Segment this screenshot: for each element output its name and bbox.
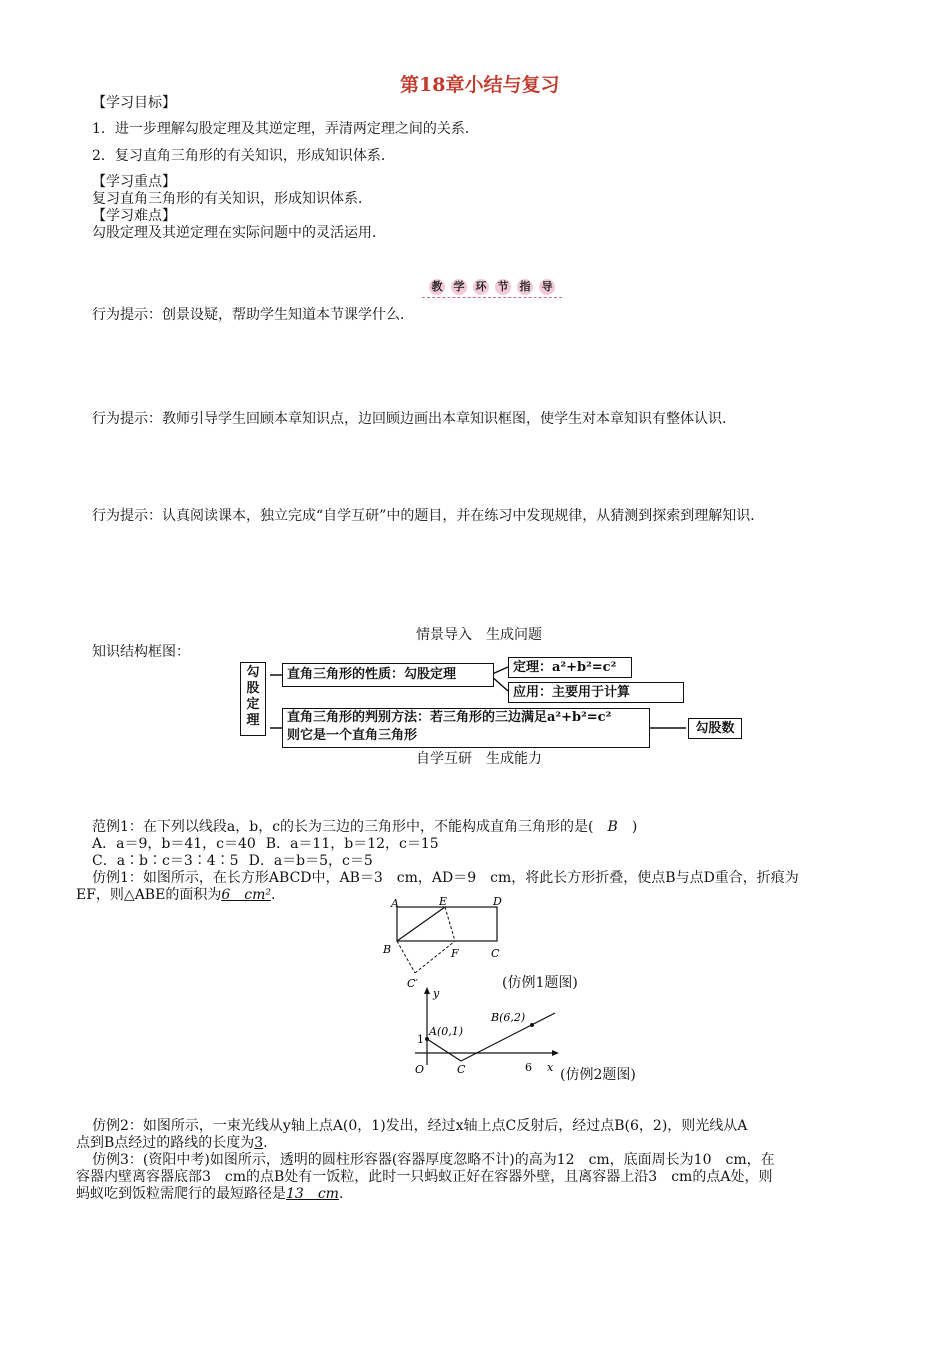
teaching-guide-badge xyxy=(422,277,562,298)
imitation3-line3 xyxy=(76,1183,343,1203)
key-points-heading: 【学习重点】 xyxy=(92,174,176,190)
fig2-label: B(6,2) xyxy=(491,1011,526,1024)
option-c: C．a∶b∶c＝3∶4∶5 xyxy=(92,853,239,869)
example1-close: ) xyxy=(617,819,638,835)
fig2-label: O xyxy=(415,1063,425,1076)
figure1-caption: (仿例1题图) xyxy=(502,975,578,991)
hint-text: 行为提示：认真阅读课本，独立完成“自学互研”中的题目，并在练习中发现规律，从猜测到探索到理解知识． xyxy=(92,508,765,524)
difficulties-heading: 【学习难点】 xyxy=(92,208,176,224)
imitation2-suffix: ． xyxy=(263,1135,278,1151)
imitation3-answer: 13 cm xyxy=(286,1186,339,1202)
fig1-label: F xyxy=(451,947,459,960)
badge-char: 节 xyxy=(495,279,511,295)
imitation3-suffix: . xyxy=(338,1186,344,1202)
framework-criterion-line1: 直角三角形的判别方法：若三角形的三边满足a²+b²=c² xyxy=(287,710,612,725)
imitation2-prefix: 点到B点经过的路线的长度为 xyxy=(76,1135,255,1151)
imitation1-line1: 仿例1：如图所示，在长方形ABCD中，AB＝3 cm，AD＝9 cm，将此长方形折叠，使点B与点D重合，折痕为 xyxy=(92,870,799,886)
figure2-reflection xyxy=(405,985,565,1080)
imitation3-prefix: 蚂蚁吃到饭粒需爬行的最短路径是 xyxy=(76,1186,286,1202)
section-heading: 自学互研 生成能力 xyxy=(416,751,542,767)
framework-property: 直角三角形的性质：勾股定理 xyxy=(282,663,494,687)
fig2-label: 1 xyxy=(417,1033,424,1046)
framework-root: 勾股定理 xyxy=(240,662,266,736)
imitation2-answer: 3 xyxy=(254,1135,264,1151)
objective-item: 2．复习直角三角形的有关知识，形成知识体系． xyxy=(92,148,395,164)
framework-criterion-line2: 则它是一个直角三角形 xyxy=(287,728,418,743)
difficulties-text: 勾股定理及其逆定理在实际问题中的灵活运用． xyxy=(92,225,386,241)
framework-pythagorean-numbers: 勾股数 xyxy=(688,718,742,739)
section-heading: 情景导入 生成问题 xyxy=(416,627,542,643)
fig1-label: A xyxy=(391,897,399,910)
fig1-label: C′ xyxy=(407,977,418,990)
imitation1-suffix: . xyxy=(270,887,276,903)
objective-item: 1．进一步理解勾股定理及其逆定理，弄清两定理之间的关系． xyxy=(92,121,479,137)
framework-theorem: 定理：a²+b²=c² xyxy=(508,657,632,678)
fig2-label: 6 xyxy=(525,1061,532,1074)
imitation2-line1: 仿例2：如图所示，一束光线从y轴上点A(0，1)发出，经过x轴上点C反射后，经过点B(6，2)，则光线从A xyxy=(92,1118,748,1134)
imitation3-line1: 仿例3：(资阳中考)如图所示，透明的圆柱形容器(容器厚度忽略不计)的高为12 cm，底面周长为10 cm，在 xyxy=(92,1152,775,1168)
fig2-label: x xyxy=(547,1061,554,1074)
page-title: 第18章小结与复习 xyxy=(400,74,560,96)
hint-text: 行为提示：教师引导学生回顾本章知识点，边回顾边画出本章知识框图，使学生对本章知识有整体认识． xyxy=(92,411,736,427)
imitation1-prefix: EF，则△ABE的面积为 xyxy=(76,887,222,903)
badge-char: 导 xyxy=(539,279,555,295)
imitation1-line2 xyxy=(76,884,275,904)
fig2-label: C xyxy=(457,1063,466,1076)
badge-char: 环 xyxy=(473,279,489,295)
example1-stem-text: 范例1：在下列以线段a，b，c的长为三边的三角形中，不能构成直角三角形的是( xyxy=(92,819,608,835)
framework-application: 应用：主要用于计算 xyxy=(508,682,684,703)
fig1-label: C xyxy=(491,947,500,960)
option-b: B．a＝11，b＝12，c＝15 xyxy=(265,836,439,852)
fig1-label: B xyxy=(383,943,392,956)
imitation1-answer: 6 cm² xyxy=(221,887,271,903)
framework-label: 知识结构框图： xyxy=(92,644,190,660)
badge-char: 指 xyxy=(517,279,533,295)
figure2-caption: (仿例2题图) xyxy=(560,1067,636,1083)
objectives-heading: 【学习目标】 xyxy=(92,95,176,111)
example1-answer: B xyxy=(607,819,618,835)
badge-char: 教 xyxy=(429,279,445,295)
fig2-label: A(0,1) xyxy=(429,1025,464,1038)
fig2-label: y xyxy=(433,987,440,1000)
imitation3-line2: 容器内壁离容器底部3 cm的点B处有一饭粒，此时一只蚂蚁正好在容器外壁，且离容器上沿3 cm的点A处，则 xyxy=(76,1169,773,1185)
framework-criterion xyxy=(282,708,650,748)
key-points-text: 复习直角三角形的有关知识，形成知识体系． xyxy=(92,191,372,207)
hint-text: 行为提示：创景设疑，帮助学生知道本节课学什么． xyxy=(92,307,414,323)
option-d: D．a＝b＝5，c＝5 xyxy=(248,853,373,869)
badge-char: 学 xyxy=(451,279,467,295)
fig1-label: D xyxy=(493,895,502,908)
fig1-label: E xyxy=(439,895,448,908)
option-a: A．a＝9，b＝41，c＝40 xyxy=(92,836,256,852)
